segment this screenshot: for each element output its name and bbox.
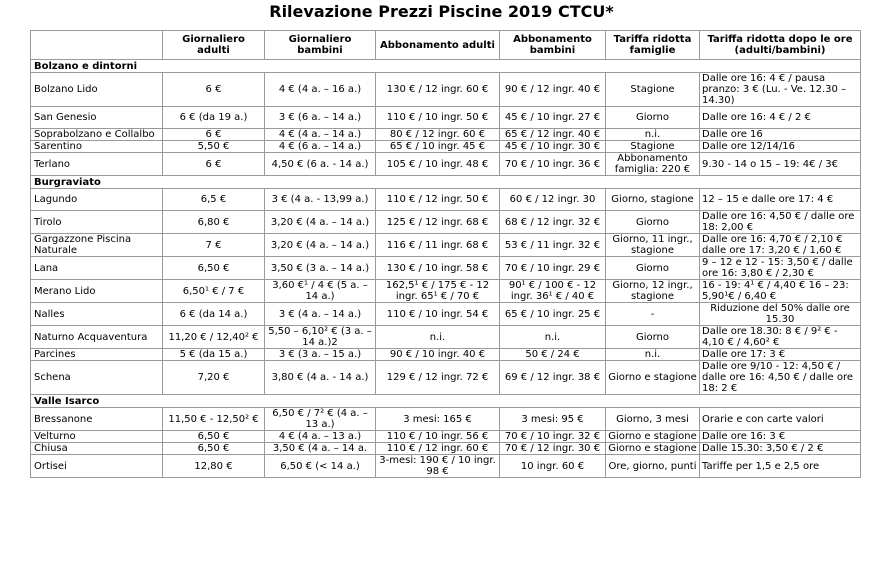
pool-name: Gargazzone Piscina Naturale — [31, 234, 163, 257]
price-cell: Giorno — [606, 107, 700, 129]
price-cell: Dalle ore 16: 4,70 € / 2,10 € dalle ore 17: 3,20 € / 1,60 € — [700, 234, 861, 257]
price-cell: 16 - 19: 4¹ € / 4,40 € 16 – 23: 5,90¹€ / 6,40 € — [700, 280, 861, 303]
price-cell: 70 € / 12 ingr. 30 € — [500, 443, 606, 455]
price-cell: Tariffe per 1,5 e 2,5 ore — [700, 455, 861, 478]
price-cell: Dalle ore 16: 4 € / pausa pranzo: 3 € (Lu. - Ve. 12.30 – 14.30) — [700, 73, 861, 107]
price-cell: Dalle ore 16: 4 € / 2 € — [700, 107, 861, 129]
price-cell: 3 € (6 a. – 14 a.) — [265, 107, 376, 129]
table-row — [31, 303, 861, 326]
page-title: Rilevazione Prezzi Piscine 2019 CTCU* — [269, 2, 614, 21]
price-cell: Giorno e stagione — [606, 361, 700, 395]
price-cell: 70 € / 10 ingr. 29 € — [500, 257, 606, 280]
price-table — [30, 30, 861, 478]
price-cell: 6,80 € — [163, 211, 265, 234]
price-cell: 65 € / 12 ingr. 40 € — [500, 129, 606, 141]
price-cell: 45 € / 10 ingr. 27 € — [500, 107, 606, 129]
pool-name: Chiusa — [31, 443, 163, 455]
price-cell: Dalle ore 18.30: 8 € / 9² € - 4,10 € / 4,60² € — [700, 326, 861, 349]
price-cell: 6,50 € — [163, 443, 265, 455]
table-row — [31, 349, 861, 361]
section-title: Burgraviato — [31, 176, 861, 189]
header-cell — [31, 31, 163, 60]
price-cell: 3,80 € (4 a. - 14 a.) — [265, 361, 376, 395]
price-cell: 3-mesi: 190 € / 10 ingr. 98 € — [376, 455, 500, 478]
price-cell: n.i. — [500, 326, 606, 349]
section-row — [31, 395, 861, 408]
table-row — [31, 153, 861, 176]
price-cell: Dalle ore 16 — [700, 129, 861, 141]
price-cell: 3 mesi: 165 € — [376, 408, 500, 431]
price-cell: Dalle ore 12/14/16 — [700, 141, 861, 153]
price-cell: 3,20 € (4 a. – 14 a.) — [265, 211, 376, 234]
table-row — [31, 408, 861, 431]
price-cell: 6 € (da 14 a.) — [163, 303, 265, 326]
price-cell: Ore, giorno, punti — [606, 455, 700, 478]
pool-name: Soprabolzano e Collalbo — [31, 129, 163, 141]
price-cell: 3,50 € (4 a. – 14 a. — [265, 443, 376, 455]
price-cell: Giorno, 11 ingr., stagione — [606, 234, 700, 257]
pool-name: Schena — [31, 361, 163, 395]
pool-name: Terlano — [31, 153, 163, 176]
pool-name: Parcines — [31, 349, 163, 361]
table-row — [31, 141, 861, 153]
price-cell: 68 € / 12 ingr. 32 € — [500, 211, 606, 234]
price-cell: 3,60 €¹ / 4 € (5 a. – 14 a.) — [265, 280, 376, 303]
price-cell: 6,50¹ € / 7 € — [163, 280, 265, 303]
pool-name: Merano Lido — [31, 280, 163, 303]
price-cell: 6,50 € / 7² € (4 a. – 13 a.) — [265, 408, 376, 431]
price-cell: 53 € / 11 ingr. 32 € — [500, 234, 606, 257]
price-cell: 60 € / 12 ingr. 30 — [500, 189, 606, 211]
price-cell: 5,50 – 6,10² € (3 a. – 14 a.)2 — [265, 326, 376, 349]
price-cell: Giorno e stagione — [606, 443, 700, 455]
price-cell: Riduzione del 50% dalle ore 15.30 — [700, 303, 861, 326]
table-row — [31, 107, 861, 129]
price-cell: 110 € / 10 ingr. 56 € — [376, 431, 500, 443]
price-cell: 70 € / 10 ingr. 36 € — [500, 153, 606, 176]
price-cell: 3 mesi: 95 € — [500, 408, 606, 431]
price-cell: 11,20 € / 12,40² € — [163, 326, 265, 349]
price-cell: 6 € — [163, 129, 265, 141]
price-cell: Giorno — [606, 326, 700, 349]
price-cell: 10 ingr. 60 € — [500, 455, 606, 478]
header-cell: Abbonamento bambini — [500, 31, 606, 60]
table-row — [31, 326, 861, 349]
price-cell: Giorno — [606, 211, 700, 234]
price-cell: 3 € (4 a. - 13,99 a.) — [265, 189, 376, 211]
price-cell: 4 € (4 a. – 16 a.) — [265, 73, 376, 107]
price-cell: 129 € / 12 ingr. 72 € — [376, 361, 500, 395]
price-cell: Giorno e stagione — [606, 431, 700, 443]
table-body — [31, 60, 861, 478]
price-cell: 70 € / 10 ingr. 32 € — [500, 431, 606, 443]
price-cell: Stagione — [606, 141, 700, 153]
table-row — [31, 189, 861, 211]
pool-name: San Genesio — [31, 107, 163, 129]
price-cell: Giorno — [606, 257, 700, 280]
price-cell: Dalle ore 16: 4,50 € / dalle ore 18: 2,00 € — [700, 211, 861, 234]
price-cell: 5 € (da 15 a.) — [163, 349, 265, 361]
header-cell: Tariffa ridotta dopo le ore (adulti/bambini) — [700, 31, 861, 60]
price-cell: 7 € — [163, 234, 265, 257]
pool-name: Naturno Acquaventura — [31, 326, 163, 349]
price-cell: 6 € — [163, 153, 265, 176]
table-row — [31, 361, 861, 395]
price-cell: 12,80 € — [163, 455, 265, 478]
price-cell: 6 € (da 19 a.) — [163, 107, 265, 129]
price-cell: 90 € / 10 ingr. 40 € — [376, 349, 500, 361]
price-cell: 162,5¹ € / 175 € - 12 ingr. 65¹ € / 70 € — [376, 280, 500, 303]
table-row — [31, 280, 861, 303]
section-title: Valle Isarco — [31, 395, 861, 408]
price-cell: 6,50 € (< 14 a.) — [265, 455, 376, 478]
pool-name: Bressanone — [31, 408, 163, 431]
price-cell: 4 € (4 a. – 14 a.) — [265, 129, 376, 141]
price-cell: Giorno, 3 mesi — [606, 408, 700, 431]
table-row — [31, 455, 861, 478]
price-cell: 69 € / 12 ingr. 38 € — [500, 361, 606, 395]
price-cell: 110 € / 12 ingr. 60 € — [376, 443, 500, 455]
price-cell: n.i. — [606, 129, 700, 141]
price-cell: 9.30 - 14 o 15 – 19: 4€ / 3€ — [700, 153, 861, 176]
price-cell: 105 € / 10 ingr. 48 € — [376, 153, 500, 176]
pool-name: Lagundo — [31, 189, 163, 211]
price-cell: 110 € / 10 ingr. 50 € — [376, 107, 500, 129]
table-row — [31, 211, 861, 234]
price-cell: 110 € / 12 ingr. 50 € — [376, 189, 500, 211]
price-cell: 11,50 € - 12,50² € — [163, 408, 265, 431]
price-cell: Abbonamento famiglia: 220 € — [606, 153, 700, 176]
header-cell: Abbonamento adulti — [376, 31, 500, 60]
price-cell: 4 € (6 a. – 14 a.) — [265, 141, 376, 153]
price-cell: 116 € / 11 ingr. 68 € — [376, 234, 500, 257]
price-cell: 4,50 € (6 a. - 14 a.) — [265, 153, 376, 176]
table-row — [31, 443, 861, 455]
price-cell: n.i. — [606, 349, 700, 361]
table-row — [31, 431, 861, 443]
table-header — [31, 31, 861, 60]
price-cell: 3,20 € (4 a. – 14 a.) — [265, 234, 376, 257]
section-row — [31, 176, 861, 189]
pool-name: Nalles — [31, 303, 163, 326]
pool-name: Tirolo — [31, 211, 163, 234]
price-cell: Dalle ore 17: 3 € — [700, 349, 861, 361]
section-row — [31, 60, 861, 73]
header-cell: Giornaliero adulti — [163, 31, 265, 60]
pool-name: Velturno — [31, 431, 163, 443]
price-cell: 3 € (3 a. – 15 a.) — [265, 349, 376, 361]
price-cell: 6,5 € — [163, 189, 265, 211]
price-cell: Orarie e con carte valori — [700, 408, 861, 431]
price-cell: 9 – 12 e 12 - 15: 3,50 € / dalle ore 16: 3,80 € / 2,30 € — [700, 257, 861, 280]
price-cell: 5,50 € — [163, 141, 265, 153]
price-cell: Dalle 15.30: 3,50 € / 2 € — [700, 443, 861, 455]
table-row — [31, 234, 861, 257]
header-cell: Tariffa ridotta famiglie — [606, 31, 700, 60]
price-cell: 130 € / 12 ingr. 60 € — [376, 73, 500, 107]
price-cell: - — [606, 303, 700, 326]
pool-name: Ortisei — [31, 455, 163, 478]
price-cell: Stagione — [606, 73, 700, 107]
header-cell: Giornaliero bambini — [265, 31, 376, 60]
price-cell: Dalle ore 16: 3 € — [700, 431, 861, 443]
price-cell: n.i. — [376, 326, 500, 349]
price-cell: 90 € / 12 ingr. 40 € — [500, 73, 606, 107]
price-cell: 3 € (4 a. – 14 a.) — [265, 303, 376, 326]
price-cell: 4 € (4 a. – 13 a.) — [265, 431, 376, 443]
price-cell: Giorno, stagione — [606, 189, 700, 211]
price-cell: Giorno, 12 ingr., stagione — [606, 280, 700, 303]
price-cell: 65 € / 10 ingr. 45 € — [376, 141, 500, 153]
pool-name: Lana — [31, 257, 163, 280]
table-row — [31, 257, 861, 280]
pool-name: Sarentino — [31, 141, 163, 153]
section-title: Bolzano e dintorni — [31, 60, 861, 73]
pool-name: Bolzano Lido — [31, 73, 163, 107]
price-cell: 130 € / 10 ingr. 58 € — [376, 257, 500, 280]
price-cell: 7,20 € — [163, 361, 265, 395]
price-cell: 65 € / 10 ingr. 25 € — [500, 303, 606, 326]
price-cell: 90¹ € / 100 € - 12 ingr. 36¹ € / 40 € — [500, 280, 606, 303]
price-cell: 80 € / 12 ingr. 60 € — [376, 129, 500, 141]
price-cell: 6 € — [163, 73, 265, 107]
price-cell: 45 € / 10 ingr. 30 € — [500, 141, 606, 153]
header-row — [31, 31, 861, 60]
table-row — [31, 129, 861, 141]
price-cell: Dalle ore 9/10 - 12: 4,50 € / dalle ore 16: 4,50 € / dalle ore 18: 2 € — [700, 361, 861, 395]
price-cell: 110 € / 10 ingr. 54 € — [376, 303, 500, 326]
price-cell: 6,50 € — [163, 257, 265, 280]
price-cell: 3,50 € (3 a. – 14 a.) — [265, 257, 376, 280]
price-cell: 125 € / 12 ingr. 68 € — [376, 211, 500, 234]
price-cell: 50 € / 24 € — [500, 349, 606, 361]
price-cell: 12 – 15 e dalle ore 17: 4 € — [700, 189, 861, 211]
table-row — [31, 73, 861, 107]
price-cell: 6,50 € — [163, 431, 265, 443]
